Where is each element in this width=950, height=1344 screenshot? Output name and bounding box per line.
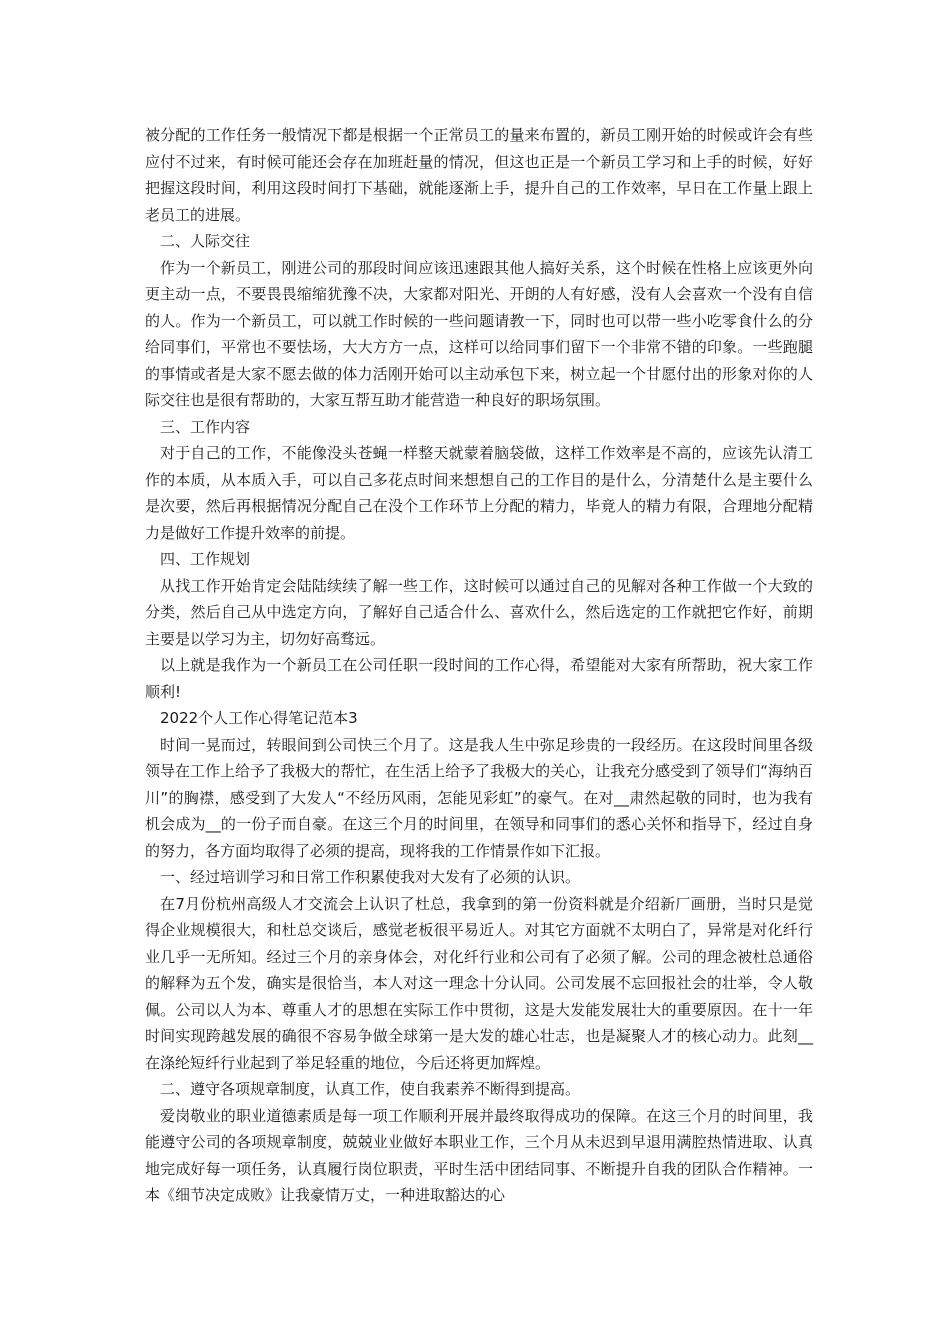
body-paragraph: 以上就是我作为一个新员工在公司任职一段时间的工作心得，希望能对大家有所帮助，祝大家工作顺利! bbox=[145, 656, 813, 701]
body-paragraph: 对于自己的工作，不能像没头苍蝇一样整天就蒙着脑袋做，这样工作效率是不高的，应该先认清工作的本质，从本质入手，可以自己多花点时间来想想自己的工作目的是什么，分清楚什么是主要什么是次要，然后再根据情况分配自己在没个工作环节上分配的精力，毕竟人的精力有限，合理地分配精力是做好工作提升效率的前提。 bbox=[145, 444, 813, 542]
body-paragraph: 爱岗敬业的职业道德素质是每一项工作顺利开展并最终取得成功的保障。在这三个月的时间里，我能遵守公司的各项规章制度，兢兢业业做好本职业工作，三个月从未迟到早退用满腔热情进取、认真地完成好每一项任务，认真履行岗位职责，平时生活中团结同事、不断提升自我的团队合作精神。一本《细节决定成败》让我豪情万丈，一种进取豁达的心 bbox=[145, 1106, 813, 1204]
body-paragraph: 被分配的工作任务一般情况下都是根据一个正常员工的量来布置的，新员工刚开始的时候或许会有些应付不过来，有时候可能还会存在加班赶量的情况，但这也正是一个新员工学习和上手的时候，好好把握这段时间，利用这段时间打下基础，就能逐渐上手，提升自己的工作效率，早日在工作量上跟上老员工的进展。 bbox=[145, 126, 813, 224]
document-page bbox=[145, 122, 813, 1209]
section-heading: 2022个人工作心得笔记范本3 bbox=[160, 709, 358, 727]
section-heading: 四、工作规划 bbox=[160, 550, 251, 568]
body-paragraph: 从找工作开始肯定会陆陆续续了解一些工作，这时候可以通过自己的见解对各种工作做一个大致的分类，然后自己从中选定方向，了解好自己适合什么、喜欢什么，然后选定的工作就把它作好，前期主要是以学习为主，切勿好高骛远。 bbox=[145, 576, 813, 648]
section-heading: 二、遵守各项规章制度，认真工作，使自我素养不断得到提高。 bbox=[160, 1080, 581, 1098]
section-heading: 二、人际交往 bbox=[160, 232, 251, 250]
body-paragraph: 时间一晃而过，转眼间到公司快三个月了。这是我人生中弥足珍贵的一段经历。在这段时间里各级领导在工作上给予了我极大的帮忙，在生活上给予了我极大的关心，让我充分感受到了领导们“海纳百川”的胸襟，感受到了大发人“不经历风雨，怎能见彩虹”的豪气。在对__肃然起敬的同时，也为我有机会成为__的一份子而自豪。在这三个月的时间里，在领导和同事们的悉心关怀和指导下，经过自身的努力，各方面均取得了必须的提高，现将我的工作情景作如下汇报。 bbox=[145, 735, 813, 860]
section-heading: 三、工作内容 bbox=[160, 417, 251, 436]
body-paragraph: 在7月份杭州高级人才交流会上认识了杜总，我拿到的第一份资料就是介绍新厂画册，当时只是觉得企业规模很大，和杜总交谈后，感觉老板很平易近人。对其它方面就不太明白了，异常是对化纤行业几乎一无所知。经过三个月的亲身体会，对化纤行业和公司有了必须了解。公司的理念被杜总通俗的解释为五个发，确实是很恰当，本人对这一理念十分认同。公司发展不忘回报社会的壮举，令人敬佩。公司以人为本、尊重人才的思想在实际工作中贯彻，这是大发能发展壮大的重要原因。在十一年时间实现跨越发展的确很不容易争做全球第一是大发的雄心壮志，也是凝聚人才的核心动力。此刻__在涤纶短纤行业起到了举足轻重的地位，今后还将更加辉煌。 bbox=[145, 894, 813, 1072]
body-paragraph: 作为一个新员工，刚进公司的那段时间应该迅速跟其他人搞好关系，这个时候在性格上应该更外向更主动一点，不要畏畏缩缩犹豫不决，大家都对阳光、开朗的人有好感，没有人会喜欢一个没有自信的人。作为一个新员工，可以就工作时候的一些问题请教一下，同时也可以带一些小吃零食什么的分给同事们，平常也不要怯场，大大方方一点，这样可以给同事们留下一个非常不错的印象。一些跑腿的事情或者是大家不愿去做的体力活刚开始可以主动承包下来，树立起一个甘愿付出的形象对你的人际交往也是很有帮助的，大家互帮互助才能营造一种良好的职场氛围。 bbox=[145, 258, 813, 409]
section-heading: 一、经过培训学习和日常工作积累使我对大发有了必须的认识。 bbox=[160, 868, 581, 886]
